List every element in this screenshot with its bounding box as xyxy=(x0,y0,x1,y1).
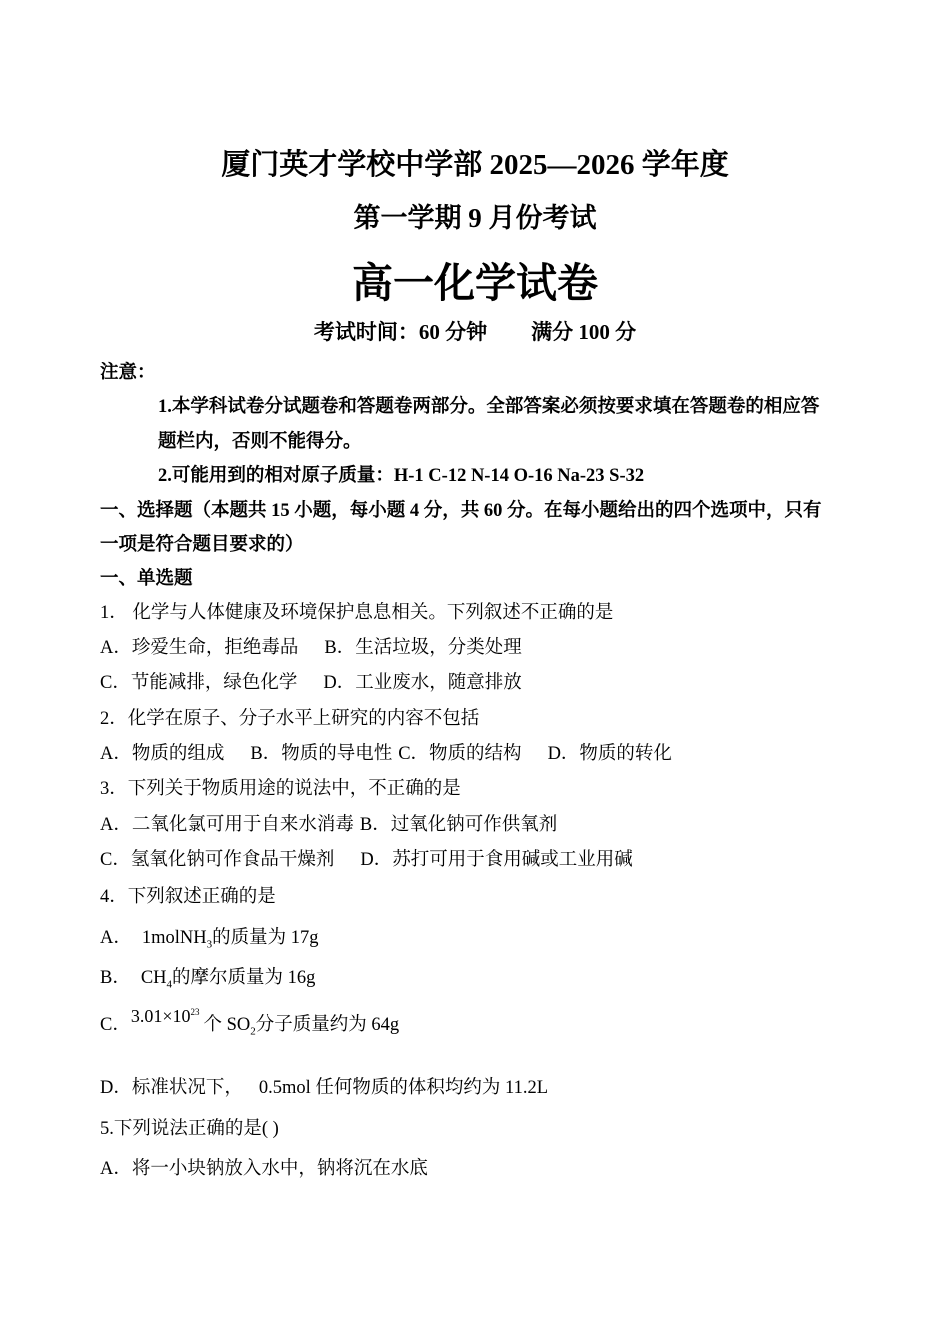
option-a: A．珍爱生命，拒绝毒品 xyxy=(100,638,299,658)
question-2-stem: 2．化学在原子、分子水平上研究的内容不包括 xyxy=(100,709,480,729)
question-4-stem: 4．下列叙述正确的是 xyxy=(100,887,276,907)
note-item-2: 2.可能用到的相对原子质量：H-1 C-12 N-14 O-16 Na-23 S-32 xyxy=(158,466,645,486)
exam-full-score: 满分 100 分 xyxy=(531,320,637,344)
question-3-options-ab xyxy=(100,810,557,836)
question-1-stem: 1． 化学与人体健康及环境保护息息相关。下列叙述不正确的是 xyxy=(100,603,614,623)
exam-info xyxy=(0,316,950,346)
avogadro-number: $3.01\times 10^{23}$ xyxy=(130,1006,200,1026)
option-d: D．苏打可用于食用碱或工业用碱 xyxy=(360,850,633,870)
question-1-options-ab xyxy=(100,633,522,659)
section-intro-cont: 一项是符合题目要求的） xyxy=(100,535,304,555)
question-4-option-b: B． $CH_4$的摩尔质量为 16g xyxy=(100,968,316,991)
question-3-options-cd xyxy=(100,845,633,871)
question-2-options xyxy=(100,739,672,765)
question-1-options-cd xyxy=(100,668,522,694)
question-4-option-c: C．$3.01\times 10^{23}$个 $SO_2$分子质量约为 64g xyxy=(100,1006,400,1038)
option-a: A．二氧化氯可用于自来水消毒 xyxy=(100,815,354,835)
option-c: C．物质的结构 xyxy=(398,744,522,764)
option-d: D．工业废水，随意排放 xyxy=(323,673,522,693)
notes-label: 注意： xyxy=(100,363,156,383)
section-subtitle: 一、单选题 xyxy=(100,569,193,589)
option-a: A．物质的组成 xyxy=(100,744,225,764)
question-3-stem: 3．下列关于物质用途的说法中，不正确的是 xyxy=(100,779,461,799)
option-b: B．过氧化钠可作供氧剂 xyxy=(359,815,558,835)
option-c: C．节能减排，绿色化学 xyxy=(100,673,298,693)
title-school-year: 厦门英才学校中学部 2025—2026 学年度 xyxy=(221,149,729,181)
question-5-option-a: A．将一小块钠放入水中，钠将沉在水底 xyxy=(100,1159,428,1179)
option-d: D．物质的转化 xyxy=(547,744,672,764)
question-4-option-a: A． 1molNH$_3$的质量为 17g xyxy=(100,928,319,951)
option-c: C．氢氧化钠可作食品干燥剂 xyxy=(100,850,335,870)
question-4-option-d: D．标准状况下， 0.5mol 任何物质的体积均约为 11.2L xyxy=(100,1078,549,1098)
title-exam-session: 第一学期 9 月份考试 xyxy=(353,203,597,233)
option-b: B．物质的导电性 xyxy=(250,744,393,764)
option-b: B．生活垃圾，分类处理 xyxy=(324,638,522,658)
note-item-1: 1.本学科试卷分试题卷和答题卷两部分。全部答案必须按要求填在答题卷的相应答 xyxy=(158,397,820,417)
question-5-stem: 5.下列说法正确的是( ) xyxy=(100,1119,279,1139)
exam-time: 考试时间：60 分钟 xyxy=(313,320,488,344)
page-title: 高一化学试卷 xyxy=(352,259,598,307)
note-item-1-cont: 题栏内，否则不能得分。 xyxy=(158,432,362,452)
section-intro: 一、选择题（本题共 15 小题，每小题 4 分，共 60 分。在每小题给出的四个选项中，只有 xyxy=(100,501,822,521)
